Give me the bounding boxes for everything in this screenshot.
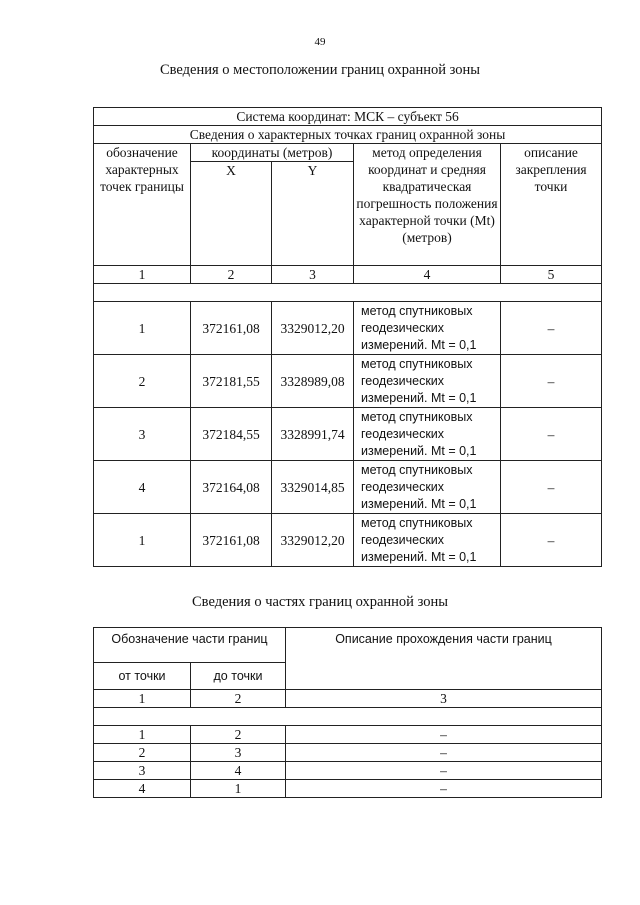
table-row bbox=[94, 762, 602, 780]
header-point-designation: обозначение характерных точек границы bbox=[94, 144, 191, 266]
col-number: 1 bbox=[94, 266, 191, 284]
x-cell: 372161,08 bbox=[191, 302, 272, 355]
method-cell: метод спутниковых геодезических измерений. Mt = 0,1 bbox=[354, 302, 501, 355]
header-to-point: до точки bbox=[191, 663, 286, 690]
point-cell: 1 bbox=[94, 514, 191, 567]
table-row bbox=[94, 744, 602, 762]
spacer-row bbox=[94, 708, 602, 726]
table-row bbox=[94, 780, 602, 798]
to-cell: 1 bbox=[191, 780, 286, 798]
to-cell: 2 bbox=[191, 726, 286, 744]
to-cell: 3 bbox=[191, 744, 286, 762]
col-number: 3 bbox=[286, 690, 602, 708]
header-coordinates: координаты (метров) bbox=[191, 144, 354, 162]
method-cell: метод спутниковых геодезических измерений. Mt = 0,1 bbox=[354, 355, 501, 408]
point-cell: 1 bbox=[94, 302, 191, 355]
col-number: 4 bbox=[354, 266, 501, 284]
desc-cell: – bbox=[286, 726, 602, 744]
method-cell: метод спутниковых геодезических измерений. Mt = 0,1 bbox=[354, 514, 501, 567]
boundary-points-table bbox=[93, 107, 602, 567]
point-cell: 3 bbox=[94, 408, 191, 461]
fixation-cell: – bbox=[501, 355, 602, 408]
point-cell: 4 bbox=[94, 461, 191, 514]
table-row bbox=[94, 514, 602, 567]
col-number: 5 bbox=[501, 266, 602, 284]
desc-cell: – bbox=[286, 744, 602, 762]
y-cell: 3328991,74 bbox=[272, 408, 354, 461]
x-cell: 372161,08 bbox=[191, 514, 272, 567]
section-heading-parts: Сведения о частях границ охранной зоны bbox=[192, 594, 448, 610]
method-cell: метод спутниковых геодезических измерений. Mt = 0,1 bbox=[354, 461, 501, 514]
section-heading-locations: Сведения о местоположении границ охранной зоны bbox=[159, 62, 480, 78]
from-cell: 4 bbox=[94, 780, 191, 798]
page-number: 49 bbox=[314, 36, 326, 48]
fixation-cell: – bbox=[501, 514, 602, 567]
header-fixation: описание закрепления точки bbox=[501, 144, 602, 266]
desc-cell: – bbox=[286, 762, 602, 780]
header-from-point: от точки bbox=[94, 663, 191, 690]
boundary-parts-table bbox=[93, 627, 602, 798]
col-number: 3 bbox=[272, 266, 354, 284]
y-cell: 3329014,85 bbox=[272, 461, 354, 514]
table-row bbox=[94, 461, 602, 514]
y-cell: 3329012,20 bbox=[272, 302, 354, 355]
coord-system-cell: Система координат: МСК – субъект 56 bbox=[94, 108, 602, 126]
header-part-description: Описание прохождения части границ bbox=[286, 628, 602, 690]
fixation-cell: – bbox=[501, 302, 602, 355]
y-cell: 3328989,08 bbox=[272, 355, 354, 408]
from-cell: 1 bbox=[94, 726, 191, 744]
method-cell: метод спутниковых геодезических измерений. Mt = 0,1 bbox=[354, 408, 501, 461]
x-cell: 372164,08 bbox=[191, 461, 272, 514]
fixation-cell: – bbox=[501, 408, 602, 461]
from-cell: 2 bbox=[94, 744, 191, 762]
table-row bbox=[94, 408, 602, 461]
table-row bbox=[94, 302, 602, 355]
fixation-cell: – bbox=[501, 461, 602, 514]
to-cell: 4 bbox=[191, 762, 286, 780]
x-cell: 372184,55 bbox=[191, 408, 272, 461]
header-x: X bbox=[191, 162, 272, 266]
col-number: 2 bbox=[191, 690, 286, 708]
header-y: Y bbox=[272, 162, 354, 266]
point-cell: 2 bbox=[94, 355, 191, 408]
desc-cell: – bbox=[286, 780, 602, 798]
y-cell: 3329012,20 bbox=[272, 514, 354, 567]
header-method: метод определения координат и средняя квадратическая погрешность положения характерной точки (Mt) (метров) bbox=[354, 144, 501, 266]
section-title-cell: Сведения о характерных точках границ охранной зоны bbox=[94, 126, 602, 144]
col-number: 2 bbox=[191, 266, 272, 284]
x-cell: 372181,55 bbox=[191, 355, 272, 408]
header-part-designation: Обозначение части границ bbox=[94, 628, 286, 663]
table-row bbox=[94, 355, 602, 408]
col-number: 1 bbox=[94, 690, 191, 708]
table-row bbox=[94, 726, 602, 744]
spacer-row bbox=[94, 284, 602, 302]
from-cell: 3 bbox=[94, 762, 191, 780]
